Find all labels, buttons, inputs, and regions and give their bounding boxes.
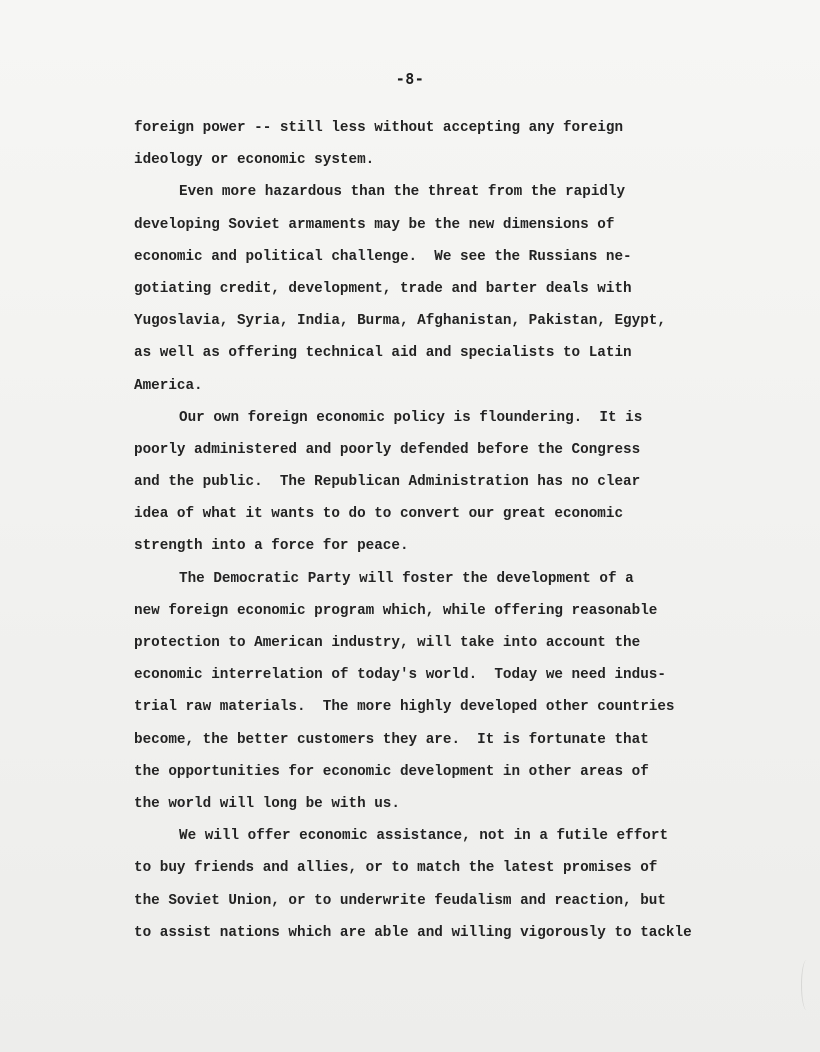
- text-line: poorly administered and poorly defended before the Congress: [134, 441, 641, 458]
- text-line: the opportunities for economic development in other areas of: [134, 763, 649, 780]
- text-line: the world will long be with us.: [134, 795, 400, 812]
- text-line: strength into a force for peace.: [134, 538, 409, 555]
- text-line: economic and political challenge. We see the Russians ne-: [134, 248, 632, 265]
- text-line: We will offer economic assistance, not in a futile effort: [179, 828, 669, 845]
- text-line: gotiating credit, development, trade and barter deals with: [134, 280, 632, 297]
- text-line: developing Soviet armaments may be the new dimensions of: [134, 216, 615, 233]
- text-line: as well as offering technical aid and specialists to Latin: [134, 345, 632, 362]
- text-line: Even more hazardous than the threat from the rapidly: [179, 184, 626, 201]
- text-line: economic interrelation of today's world. Today we need indus-: [134, 667, 666, 684]
- text-line: idea of what it wants to do to convert our great economic: [134, 506, 624, 523]
- text-line: to assist nations which are able and willing vigorously to tackle: [134, 924, 692, 941]
- text-line: trial raw materials. The more highly developed other countries: [134, 699, 675, 716]
- text-line: become, the better customers they are. It is fortunate that: [134, 731, 649, 748]
- text-line: foreign power -- still less without accepting any foreign: [134, 120, 624, 136]
- text-line: and the public. The Republican Administration has no clear: [134, 474, 641, 491]
- page-number: -8-: [395, 70, 425, 88]
- body-text: [134, 112, 774, 949]
- text-line: the Soviet Union, or to underwrite feudalism and reaction, but: [134, 892, 666, 909]
- text-line: America.: [134, 377, 203, 394]
- text-line: new foreign economic program which, while offering reasonable: [134, 602, 658, 619]
- text-line: Our own foreign economic policy is floundering. It is: [179, 409, 643, 426]
- text-line: ideology or economic system.: [134, 152, 375, 169]
- text-line: protection to American industry, will take into account the: [134, 635, 641, 651]
- paper-edge-mark: [801, 960, 812, 1010]
- text-line: to buy friends and allies, or to match the latest promises of: [134, 860, 658, 877]
- text-line: Yugoslavia, Syria, India, Burma, Afghanistan, Pakistan, Egypt,: [134, 313, 666, 330]
- text-line: The Democratic Party will foster the development of a: [179, 570, 634, 587]
